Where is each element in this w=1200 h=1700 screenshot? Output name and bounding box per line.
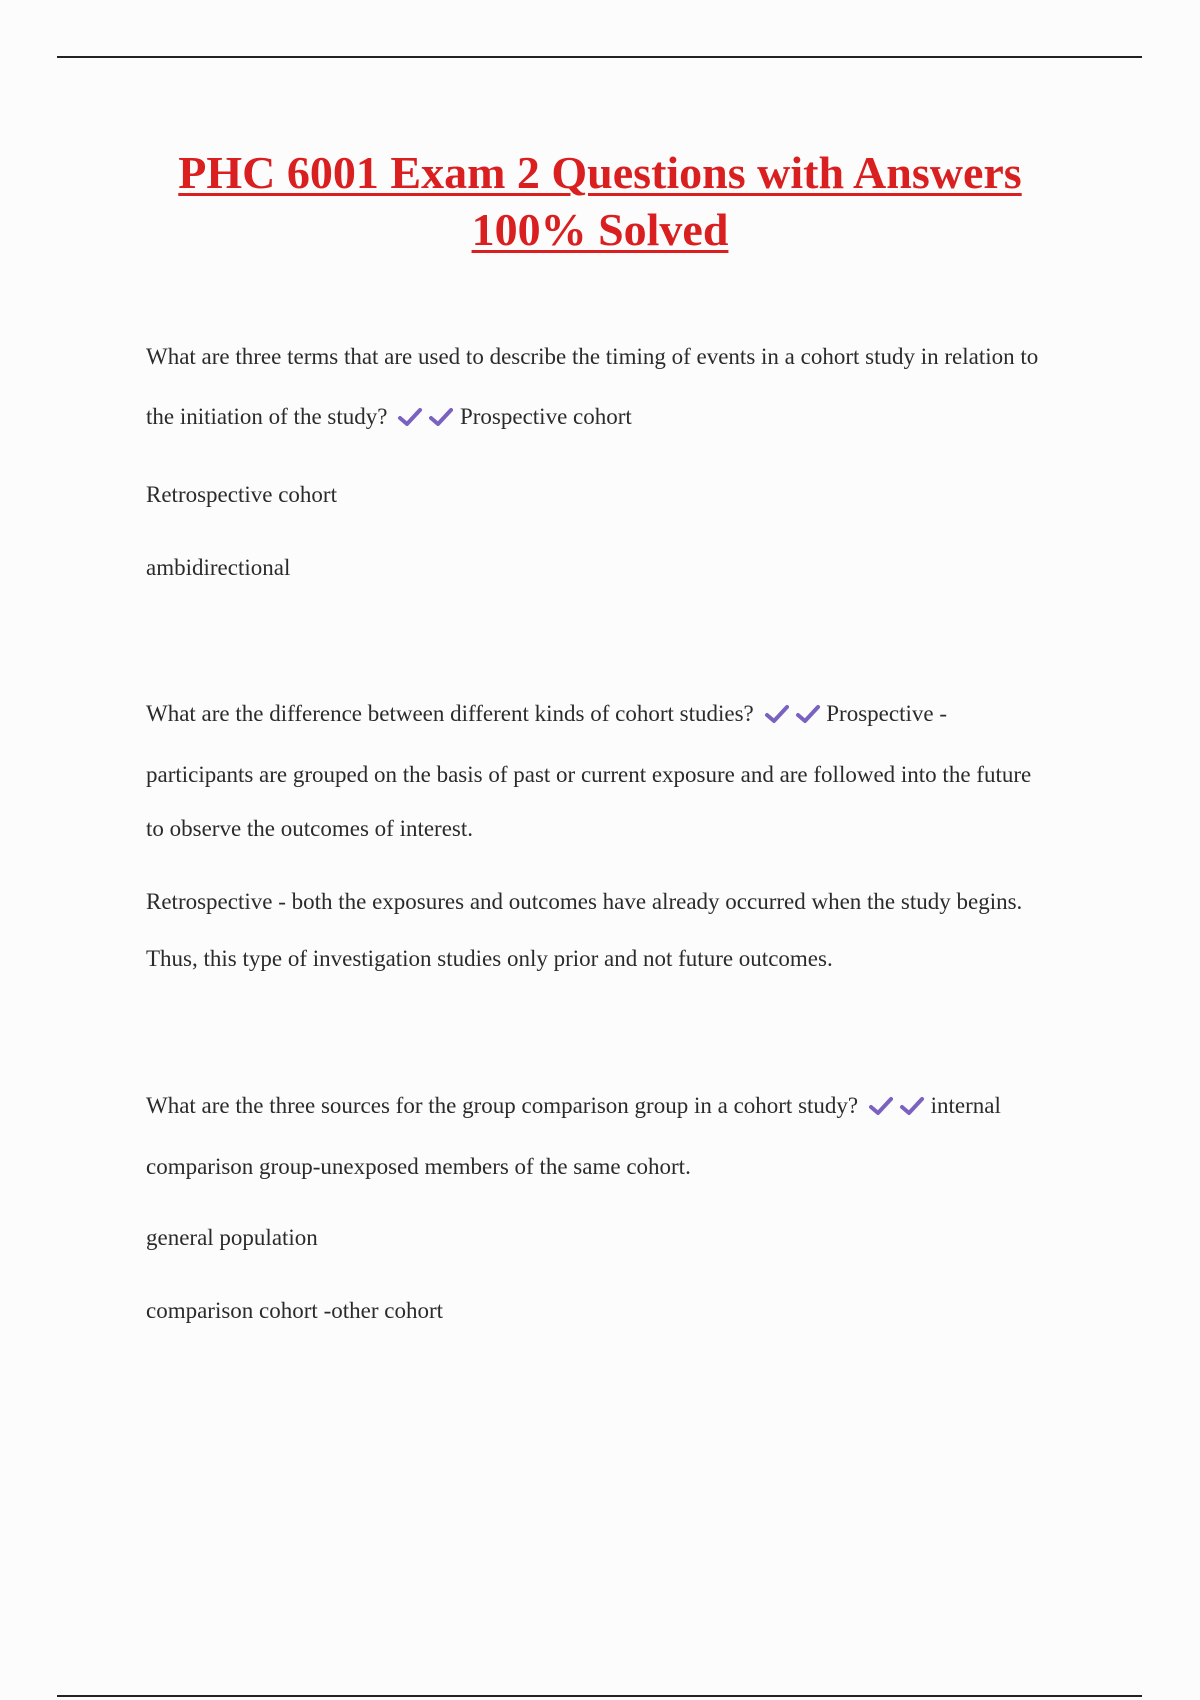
q2-answer-start: Prospective - xyxy=(826,701,947,726)
q1-question-text: the initiation of the study? xyxy=(146,404,388,429)
q2-answer-line: to observe the outcomes of interest. xyxy=(146,816,474,841)
q3-question-text: What are the three sources for the group comparison group in a cohort study? xyxy=(146,1093,859,1118)
q3-answer-line: comparison group-unexposed members of the same cohort. xyxy=(146,1154,691,1179)
q2-answer-line: participants are grouped on the basis of past or current exposure and are followed into the future xyxy=(146,762,1032,787)
q3-answer-line: comparison cohort -other cohort xyxy=(146,1298,443,1323)
checkmark-icon xyxy=(397,406,423,428)
q2-answer-line: Thus, this type of investigation studies only prior and not future outcomes. xyxy=(146,946,833,971)
checkmark-icon xyxy=(795,703,821,725)
checkmark-icon xyxy=(764,703,790,725)
q1-answer-line: ambidirectional xyxy=(146,555,291,580)
q3-answer-start: internal xyxy=(930,1093,1001,1118)
checkmark-icon xyxy=(428,406,454,428)
q1-question-line-1: What are three terms that are used to describe the timing of events in a cohort study in relation to xyxy=(146,344,1039,369)
q3-answer-line: general population xyxy=(146,1225,318,1250)
title-line-1: PHC 6001 Exam 2 Questions with Answers xyxy=(178,147,1022,198)
q2-question-text: What are the difference between different kinds of cohort studies? xyxy=(146,701,754,726)
q2-answer-line: Retrospective - both the exposures and outcomes have already occurred when the study begins. xyxy=(146,889,1023,914)
checkmark-icon xyxy=(868,1095,894,1117)
document-title xyxy=(100,144,1100,258)
q1-answer-line: Retrospective cohort xyxy=(146,482,337,507)
top-rule xyxy=(57,56,1142,58)
q1-answer-start: Prospective cohort xyxy=(459,404,632,429)
checkmark-icon xyxy=(899,1095,925,1117)
title-line-2: 100% Solved xyxy=(471,204,729,255)
q2-question-line xyxy=(146,701,947,727)
q3-question-line xyxy=(146,1093,1001,1119)
q1-question-line-2 xyxy=(146,404,632,430)
bottom-rule xyxy=(57,1695,1142,1697)
